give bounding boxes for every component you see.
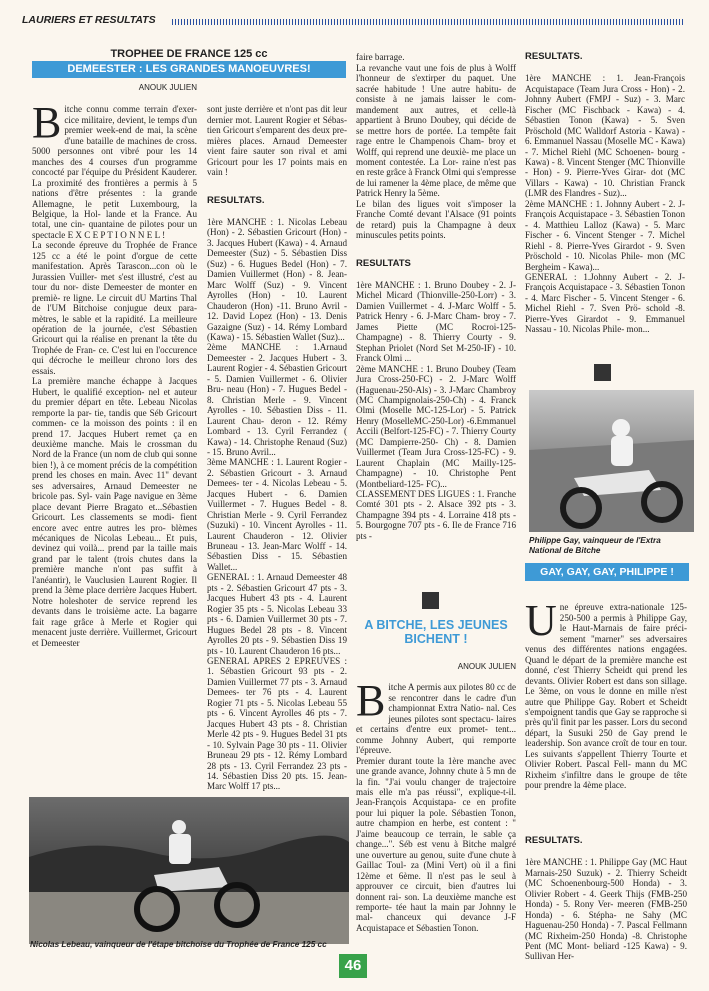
article-headline: DEMEESTER : LES GRANDES MANOEUVRES! bbox=[32, 61, 346, 78]
article-body-col4b bbox=[525, 592, 687, 792]
results-text: 1ère MANCHE : 1. Bruno Doubey - 2. J-Michel Micard (Thionville-250-Lorr) - 3. Damien Vuillermet - 4. J-Marc Wolff - 5. Patrick Henry - 6. J-Marc Cham- broy - 7. James Piette (MC Rocroi-125- Champagne) - 8. Thierry Courty - 9. Stephan Priolet (Nord Set M-250-IF) - 10. Franck Olmi ... 2ème MANCHE : 1. Bruno Doubey (Team Jura Cross-250-FC) - 2. J-Marc Wolff (Haguenau-250-Als) - 3. J-Marc Chambroy (MC Champignolais-250-Ch) - 4. Franck Olmi (Moselle MC-125-Lor) - 5. Patrick Henry (MoselleMC-250-Lor) -6.Emmanuel Accili (Belfort-125-FC) - 7. Thierry Courty (MC Dampierre-250- Ch) - 8. Damien Vuillermet (Team Jura Cross-125-FC) - 9. Laurent Chaplain (MC Mailly-125- Champagne) - 10. Christophe Pent (Montbeliard-125- FC)... CLASSEMENT DES LIGUES : 1. Franche Comté 301 pts - 2. Alsace 392 pts - 3. Champagne 394 pts - 4. Lorraine 418 pts - 5. Bourgogne 707 pts - 6. Ile de France 716 pts - bbox=[356, 279, 516, 541]
results-text: 1ère MANCHE : 1. Nicolas Lebeau (Hon) - 2. Sébastien Gricourt (Hon) - 3. Jacques Hubert (Kawa) - 4. Arnaud Demeester (Suz) - 5. Sébastien Diss (Suz) - 6. Hugues Bedel (Hon) - 7. Damien Vuillermet (Hon) - 8. Jean- Marc Wolff (Suz) - 9. Vincent Ayrolles (Hon) - 10. Laurent Chauderon (Hon) -11. Bruno Avril - 12. David Lopez (Hon) - 13. Denis Gazaigne (Suz) - 14. Rémy Lombard (Kawa) - 15. Sébastien Wallet (Suz)... 2ème MANCHE : 1.Arnaud Demeester - 2. Jacques Hubert - 3. Laurent Rogier - 4. Sébastien Gricourt - 5. Damien Vuillermet - 6. Olivier Bru- neau (Hon) - 7. Hugues Bedel - 8. Christian Merle - 9. Vincent Ayrolles - 10. Sébastien Diss - 11. Laurent Chau- deron - 12. Rémy Lombard - 13. Cyril Ferrandez ( Kawa) - 14. Christophe Renaud (Suz) - 15. Bruno Avril... 3ème MANCHE : 1. Laurent Rogier - 2. Sébastien Gricourt - 3. Arnaud Demees- ter - 4. Nicolas Lebeau - 5. Jacques Hubert - 6. Damien Vuillermet - 7. Hugues Bedel - 8. Christian Merle - 9. Cyril Ferrandez (Suzuki) - 10. Vincent Ayrolles - 11. Laurent Chauderon - 12. Olivier Bruneau - 13. Jean-Marc Wolff - 14. Sébastien Diss - 15. Sébastien Wallet... GENERAL : 1. Arnaud Demeester 48 pts - 2. Sébastien Gricourt 47 pts - 3. Jacques Hubert 43 pts - 4. Laurent Rogier 35 pts - 5. Nicolas Lebeau 33 pts - 6. Damien Vuillermet 30 pts - 7. Hugues Bedel 28 pts - 8. Vincent Ayrolles 20 pts - 9. Sébastien Diss 19 pts - 10. Laurent Chauderon 16 pts... GENERAL APRES 2 EPREUVES : 1. Sébastien Gricourt 93 pts - 2. Damien Vuillermet 77 pts - 3. Arnaud Demees- ter 76 pts - 4. Laurent Rogier 71 pts - 5. Nicolas Lebeau 55 pts - 6. Vincent Ayrolles 46 pts - 7. Jacques Hubert 43 pts - 8. Christian Merle 42 pts - 9. Hugues Bedel 31 pts - 10. Sylvain Page 30 pts - 11. Olivier Bruneau 29 pts - 12. Rémy Lombard 28 pts - 13. Cyril Ferrandez 23 pts - 14. Sébastien Diss 20 pts. 15. Jean-Marc Wolff 17 pts... bbox=[207, 216, 347, 792]
article-body-col1 bbox=[32, 94, 197, 648]
article-kicker: TROPHEE DE FRANCE 125 cc bbox=[110, 48, 268, 60]
article-body-col3 bbox=[356, 42, 516, 576]
drop-cap: U bbox=[525, 596, 557, 646]
rider-photo bbox=[529, 390, 694, 532]
article-body-col2 bbox=[207, 94, 347, 792]
section-header bbox=[22, 12, 688, 32]
results-text: 1ère MANCHE : 1. Jean-François Acquistapace (Team Jura Cross - Hon) - 2. Johnny Aubert (FMPJ - Suz) - 3. Marc Fischer (MC Fischback - Kawa) - 4. Sébastien Tonon (Kawa) - 5. Sven Pröschold (MC Walldorf Astoria - Kawa) - 6. Emmanuel Nassau (Moselle MC - Kawa) - 7. Michel Riehl (MC Schoenen- bourg - Kawa) - 8. Vincent Stenger (MC Thionville - Hon) - 9. Pierre-Yves Girar- dot (MC Villars - Kawa) - 10. Christian Franck (LMR des Flandres - Suz)... 2ème MANCHE : 1. Johnny Aubert - 2. J-François Acquistapace - 3. Sébastien Tonon - 4. Matthieu Lalloz (Kawa) - 5. Marc Fischer - 6. Vincent Stenger - 7. Michel Riehl - 8. Pierre-Yves Girardot - 9. Sven Pröschold - 10. Nicolas Phile- mon (MC Bergheim - Kawa)... GENERAL : 1.Johnny Aubert - 2. J- François Acquistapace - 3. Sébastien Tonon - 4. Marc Fischer - 5. Vincent Stenger - 6. Michel Riehl - 7. Sven Prö- schold -8. Pierre-Yves Girardot - 9. Emmanuel Nassau - 10. Nicolas Phile- mon... bbox=[525, 73, 685, 335]
article-body-col4c bbox=[525, 826, 687, 962]
drop-cap: B bbox=[32, 98, 62, 148]
article-text: sont juste derrière et n'ont pas dit leur dernier mot. Laurent Rogier et Sébas- tien Gricourt s'emparent des deux pre- mières places. Arnaud Demeester vient faire sauter son rival et ami Gricourt pour les 17 points mais en vain ! bbox=[207, 104, 347, 178]
section-marker bbox=[422, 592, 439, 609]
article-text: itche A permis aux pilotes 80 cc de se rencontrer dans le cadre d'un championnat Extra Natio- nal. Ces jeunes pilotes sont spectacu- laires et certains d'entre eux promet- tent... comme Johnny Aubert, qui remporte l'épreuve. Premier durant toute la 1ère manche avec une grande avance, Johnny chute à 5 mn de la fin. "J'ai voulu changer de trajectoire mais elle m'a pas réussi", explique-t-il. Jean-François Acquistapa- ce en profite pour lui piquer la pole. Sébastien Tonon, autre champion en herbe, est content : " J'aime beaucoup ce terrain, le sable ça change...". Séb est venu à Bitche malgré une ouverture au genou, suite d'une chute à Gaillac Toul- za (Mini Vert) où il a fini 12ème et 6ème. Il n'est pas le seul à approuver ce circuit, bien d'autres lui donnent rai- son. La deuxième manche est remporte- tée haut la main par Johnny le mal- chanceux qui devance J-F Acquistapace et Sébastien Tonon. bbox=[356, 682, 516, 933]
article-text: ne épreuve extra-nationale 125- 250-500 a permis à Philippe Gay, le Haut-Marnais de faire préci- sement "marner" ses adversaires venus des différentes nations engagées. Quand le départ de la première manche est donné, c'est Thierry Scheidt qui prend les devants. Olivier Robert est dans son sillage. Le 3ème, on vous le donne en mille n'est autre que Philippe Gay. Robert et Scheidt s'empoignent tandis que Gay se rapproche si près qu'il finit par les passer. Lors du second départ, la Susuki 250 de Gay prend le leadership. Son avance croît de tour en tour. Les suivants s'appellent Thierry Tourte et Olivier Robert. Pascal Fell- mann du MC Rixheim s'infiltre dans le groupe de tête pour prendre la 4ème place. bbox=[525, 602, 687, 791]
page-number: 46 bbox=[339, 954, 367, 978]
article-headline: GAY, GAY, GAY, PHILIPPE ! bbox=[525, 563, 689, 581]
section-marker bbox=[594, 364, 611, 381]
results-heading: RESULTATS. bbox=[525, 51, 583, 63]
results-heading: RESULTATS bbox=[356, 258, 411, 270]
results-heading: RESULTATS. bbox=[207, 195, 265, 207]
article-text: faire barrage. La revanche vaut une fois de plus à Wolff l'honneur de s'extirper du paquet. Une sacrée habitude ! Une autre habitu- de consiste à ne jamais laisser le com- mandement aux autres, et celle-là appartient à Bruno Doubey, qui décide de se mettre hors de portée. La tempête fait rage entre le Champenois Cham- broy et Wolff, qui reprend une deuxiè- me place un moment contestée. La Lor- raine n'est pas en reste grâce à Franck Olmi qui s'empresse de lui ramener la 4ème place, de même que Patrick Henry la 5ème. Le bilan des ligues voit s'imposer la Franche Comté devant l'Alsace (91 points de retard) puis la Champagne à deux minuscules petits points. bbox=[356, 52, 516, 241]
results-heading: RESULTATS. bbox=[525, 835, 583, 847]
article-body-col4 bbox=[525, 42, 685, 360]
article-body-col3b bbox=[356, 672, 516, 950]
article-author: ANOUK JULIEN bbox=[457, 662, 516, 671]
motocross-photo bbox=[29, 797, 349, 944]
results-text: 1ère MANCHE : 1. Philippe Gay (MC Haut Marnais-250 Suzuk) - 2. Thierry Scheidt (MC Schoenenbourg-500 Honda) - 3. Olivier Robert - 4. Geerk Thijs (FMB-250 Honda) - 5. Rony Ver- meeren (FMB-250 Honda) - 6. Stépha- ne Sahy (MC Haguenau-250 Honda) - 7. Pascal Fellmann (MC Rixheim-250 Honda) -8. Christophe Pent (MC Mont- beliard -125 Kawa) - 9. Sullivan Her- bbox=[525, 857, 687, 962]
article-author: ANOUK JULIEN bbox=[138, 83, 197, 92]
header-rule bbox=[172, 19, 684, 25]
photo-caption: Philippe Gay, vainqueur de l'Extra National de Bitche bbox=[529, 536, 661, 555]
article-text: itche connu comme terrain d'exer- cice militaire, devient, le temps d'un premier week-end de mai, la scène d'une bataille de machines de cross. 5000 personnes ont vibré pour les 14 manches des 4 courses d'un programme concocté par l'équipe du Président Kauderer. La proximité des frontières a permis à 5 nations d'être présentes : la grande Allemagne, le petit Luxembourg, la Belgique, la Hol- lande et la France. Au total, une cin- quantaine de pilotes pour un spectacle E X C E P T I O N N E L ! La seconde épreuve du Trophée de France 125 cc a été le point d'orgue de cette manifestation. Après Tarascon...con où le Jurassien Vuiller- met s'est illustré, c'est au tour du nor- diste Demeester de monter en premiè- re ligne. Le circuit dU Martins Thal de l'UM Bitchoise conjugue deux para- mètres, le sable et la rapidité. La meilleure opération de la journée, c'est Sébastien Gricourt qui la réalise en prenant la tête du Trophée de Fran- ce. C'est lui en l'occurence qui décroche le meilleur chrono lors des essais. La première manche échappe à Jacques Hubert, le qualifié exception- nel et auteur du premier départ en tête. Lebeau Nicolas remporte la par- tie, tandis que Séb Gricourt commen- ce la moisson des points : il en prend 17. Jacques Hubert remet ça en deuxième manche. Mais le crossman du Nord de la France (un nom de club qui sonne bien !), à ce moment précis de la compétition prend les choses en main. Avec 11" devant ses adversaires, Arnaud Demeester ne bricole pas. Syl- vain Page navigue en 3ème place devant Pierre Bragato et...Sébastien Gricourt. Les classements se modi- fient encore avec entre autres les pro- blèmes mécaniques de Nicolas Lebeau... Et puis, devinez qui voilà... prend par la taille mais grand par le talent (trois chutes dans la première manche n'ont pas suffit à l'anéantir), le Vauclusien Laurent Rogier. Il prend la 3ème place derrière Jacques Hubert. Notre holeshoter de service reprend les devants dans le troisième acte. La bagarre fait rage grâce à Merle et Rogier qui menacent juste derrière. Vuillermet, Gricourt et Demeester bbox=[32, 104, 197, 648]
photo-caption: Nicolas Lebeau, vainqueur de l'étape bitchoise du Trophée de France 125 cc bbox=[30, 940, 327, 949]
drop-cap: B bbox=[356, 676, 386, 726]
article-headline: A BITCHE, LES JEUNES BICHENT ! bbox=[364, 618, 508, 646]
section-title: LAURIERS ET RESULTATS bbox=[22, 14, 156, 26]
